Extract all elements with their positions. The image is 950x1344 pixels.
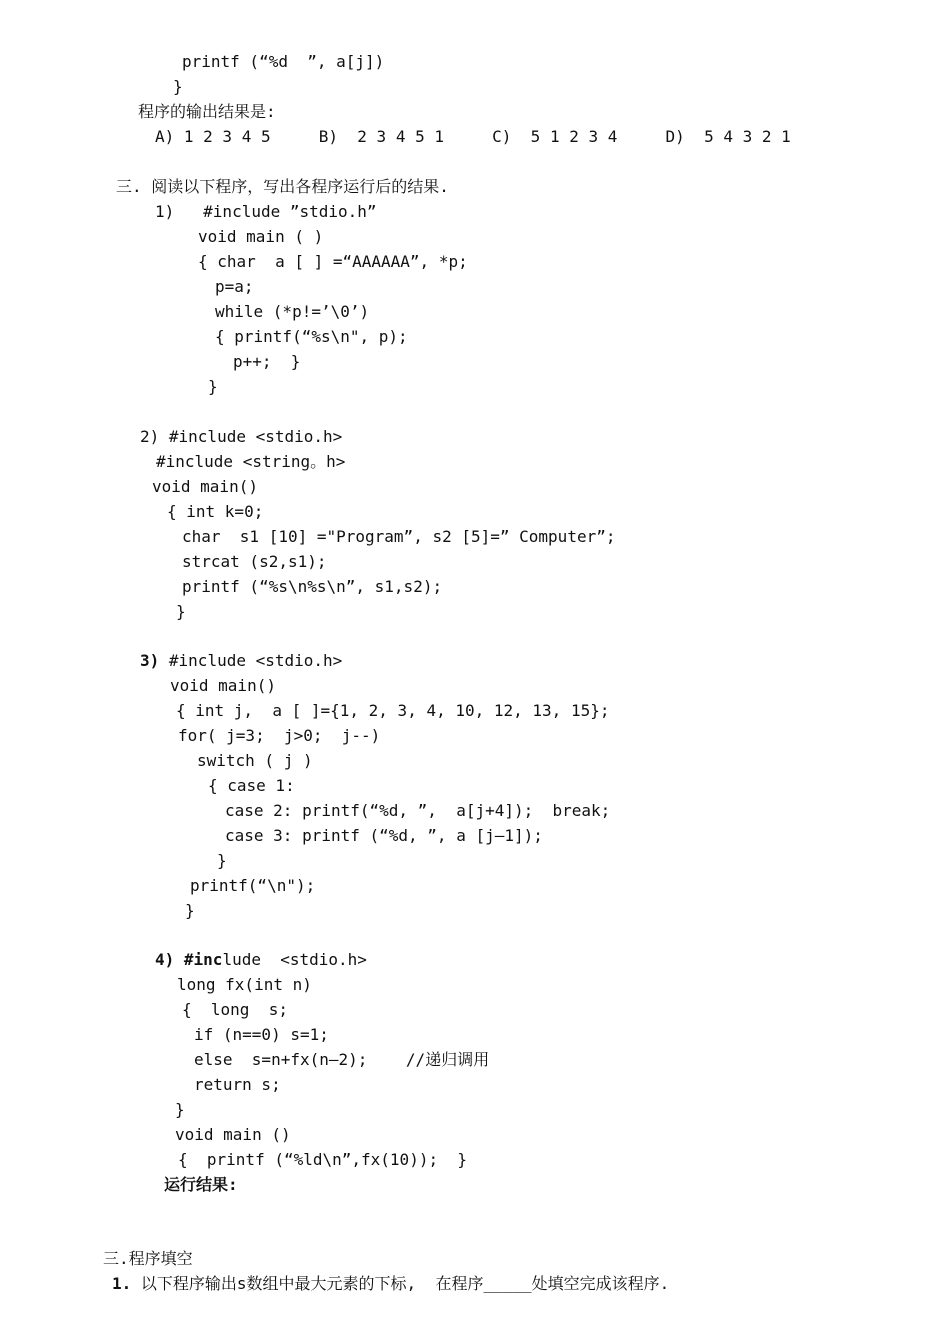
code-line: } (208, 377, 218, 396)
code-line: while (*p!=’\0’) (215, 302, 370, 321)
code-line: { char a [ ] =“AAAAAA”, *p; (198, 252, 468, 271)
code-line: #include <string。h> (156, 452, 346, 471)
code-line: void main () (175, 1125, 291, 1144)
code-line: { printf(“%s\n", p); (215, 327, 408, 346)
program-number: 3) (140, 651, 160, 670)
code-line: { printf (“%ld\n”,fx(10)); } (178, 1150, 467, 1169)
code-line: 2) #include <stdio.h> (140, 427, 343, 446)
code-line: return s; (194, 1075, 281, 1094)
code-line: strcat (s2,s1); (182, 552, 327, 571)
code-line: } (173, 77, 183, 96)
section-heading: 三.程序填空 (103, 1249, 193, 1268)
code-line: case 2: printf(“%d, ”, a[j+4]); break; (225, 801, 611, 820)
code-line: if (n==0) s=1; (194, 1025, 329, 1044)
question-number: 1. (112, 1274, 132, 1293)
section-heading: 三. 阅读以下程序，写出各程序运行后的结果. (116, 177, 449, 196)
program-number: 4) (155, 950, 175, 969)
code-keyword: #inc (183, 950, 223, 969)
code-line: lude <stdio.h> (222, 950, 367, 969)
code-line: 1) #include ”stdio.h” (155, 202, 377, 221)
code-line: else s=n+fx(n—2); //递归调用 (194, 1050, 490, 1069)
code-line: p++; } (233, 352, 301, 371)
question-text: 以下程序输出s数组中最大元素的下标, 在程序_____处填空完成该程序. (140, 1274, 670, 1293)
code-line: switch ( j ) (197, 751, 313, 770)
code-line: } (217, 851, 227, 870)
code-line: printf (“%d ”, a[j]) (182, 52, 385, 71)
code-line: { int j, a [ ]={1, 2, 3, 4, 10, 12, 13, 15}; (176, 701, 610, 720)
code-line: case 3: printf (“%d, ”, a [j—1]); (225, 826, 543, 845)
code-line: void main ( ) (198, 227, 324, 246)
code-line: } (175, 1100, 185, 1119)
code-line: char s1 [10] ="Program”, s2 [5]=” Computer”; (182, 527, 616, 546)
code-line: for( j=3; j>0; j--) (178, 726, 381, 745)
code-line: long fx(int n) (177, 975, 312, 994)
code-line: void main() (170, 676, 276, 695)
code-line: } (176, 602, 186, 621)
code-line: { case 1: (208, 776, 295, 795)
code-line: #include <stdio.h> (168, 651, 343, 670)
code-line: printf (“%s\n%s\n”, s1,s2); (182, 577, 443, 596)
code-line: printf(“\n"); (190, 876, 316, 895)
result-label: 运行结果: (164, 1175, 238, 1194)
code-line: { int k=0; (167, 502, 264, 521)
answer-options: A) 1 2 3 4 5 B) 2 3 4 5 1 C) 5 1 2 3 4 D) 5 4 3 2 1 (155, 127, 791, 146)
question-prompt: 程序的输出结果是: (138, 102, 276, 121)
code-line: p=a; (215, 277, 254, 296)
code-line: { long s; (182, 1000, 288, 1019)
code-line: void main() (152, 477, 258, 496)
code-line: } (185, 901, 195, 920)
